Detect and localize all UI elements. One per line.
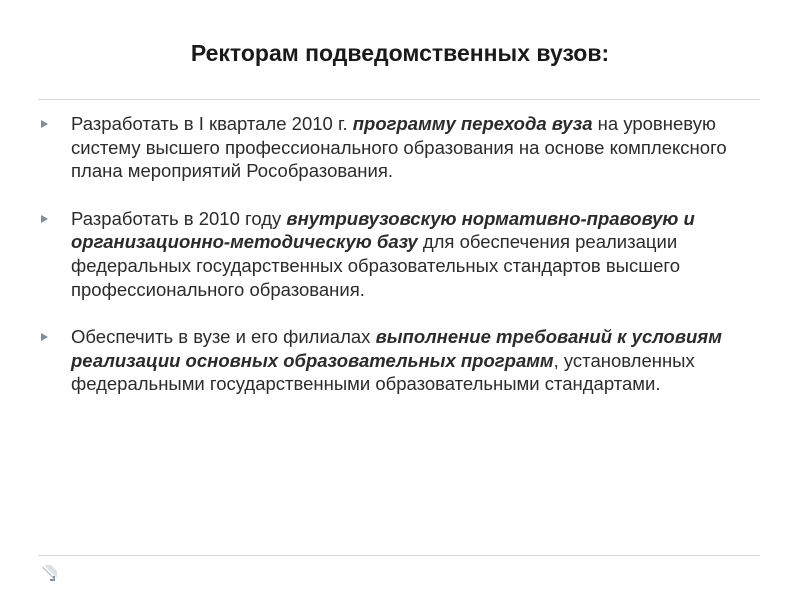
slide-title: Ректорам подведомственных вузов: xyxy=(190,40,610,66)
bullet-emphasis: внутривузовскую нормативно-правовую и организационно-методическую базу xyxy=(71,207,695,253)
bullet-lead: Разработать в I квартале 2010 г. xyxy=(71,113,353,134)
bullet-lead: Разработать в 2010 году xyxy=(71,207,287,229)
top-divider xyxy=(38,99,760,100)
triangle-bullet-icon xyxy=(41,333,48,341)
bullet-tail: , установленных федеральными государственными образовательными стандартами. xyxy=(71,349,695,395)
bullet-item-3 xyxy=(40,325,760,396)
bullet-lead: Обеспечить в вузе и его филиалах xyxy=(71,326,376,348)
bullet-list xyxy=(40,112,760,396)
bullet-emphasis: программу перехода вуза xyxy=(352,113,593,134)
diagonal-arrow-icon xyxy=(41,565,57,581)
triangle-bullet-icon xyxy=(41,120,48,128)
bullet-tail: на уровневую систему высшего профессионального образования на основе комплексного плана мероприятий Рособразования. xyxy=(71,113,727,182)
bullet-item-2 xyxy=(40,207,760,301)
triangle-bullet-icon xyxy=(41,215,48,223)
bottom-divider xyxy=(38,555,760,556)
bullet-item-1 xyxy=(40,112,760,183)
bullet-tail: для обеспечения реализации федеральных государственных образовательных стандартов высшего профессионального образования. xyxy=(71,231,680,300)
bullet-emphasis: выполнение требований к условиям реализации основных образовательных программ xyxy=(71,326,722,371)
